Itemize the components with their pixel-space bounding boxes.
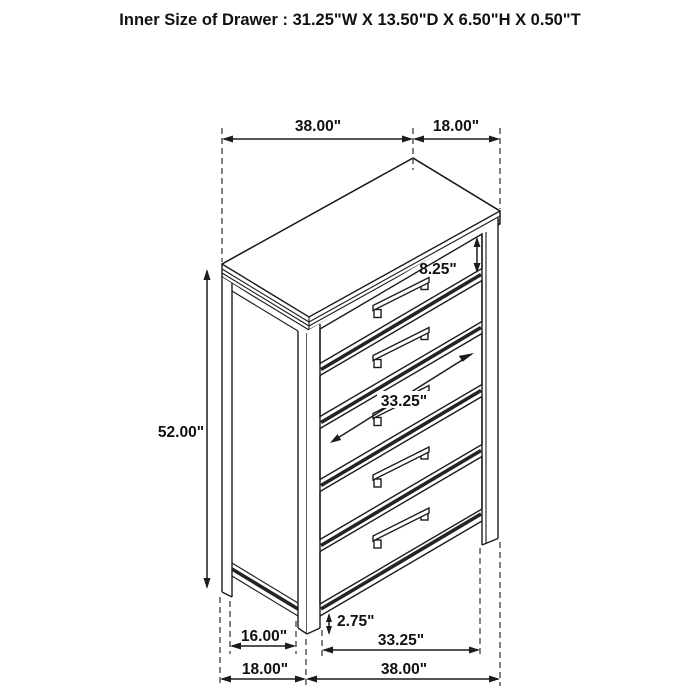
dim-top-depth xyxy=(413,118,500,143)
dim-label-inner-width: 33.25" xyxy=(377,632,425,649)
arrowhead xyxy=(322,647,333,654)
dim-overall-width xyxy=(306,661,500,683)
dim-top-width xyxy=(222,118,413,143)
chest-side-panel xyxy=(222,277,307,634)
dim-overall-height xyxy=(158,269,211,589)
arrowhead xyxy=(489,676,500,683)
dim-label-overall-depth: 18.00" xyxy=(241,661,289,678)
dim-label-top-width: 38.00" xyxy=(294,118,342,135)
dim-inner-depth xyxy=(230,628,296,650)
dim-label-top-drawer-height: 8.25" xyxy=(419,261,457,278)
dim-inner-width xyxy=(322,632,480,654)
chest-drawing xyxy=(222,158,500,634)
dim-label-overall-width: 38.00" xyxy=(380,661,428,678)
dim-label-drawer-front-width: 33.25" xyxy=(380,393,428,410)
arrowhead xyxy=(222,136,233,143)
arrowhead xyxy=(306,676,317,683)
dim-label-overall-height: 52.00" xyxy=(157,424,205,441)
dim-label-foot-height: 2.75" xyxy=(337,613,375,630)
arrowhead xyxy=(295,676,306,683)
arrowhead xyxy=(230,643,241,650)
diagram-title: Inner Size of Drawer : 31.25"W X 13.50"D X 6.50"H X 0.50"T xyxy=(119,11,581,29)
dim-label-top-depth: 18.00" xyxy=(432,118,480,135)
arrowhead xyxy=(220,676,231,683)
arrowhead xyxy=(489,136,500,143)
arrowhead xyxy=(413,136,424,143)
arrowhead xyxy=(204,269,211,280)
arrowhead xyxy=(204,578,211,589)
arrowhead xyxy=(469,647,480,654)
arrowhead xyxy=(402,136,413,143)
dim-overall-depth xyxy=(220,661,306,683)
dim-label-inner-depth: 16.00" xyxy=(240,628,288,645)
arrowhead xyxy=(326,626,332,635)
